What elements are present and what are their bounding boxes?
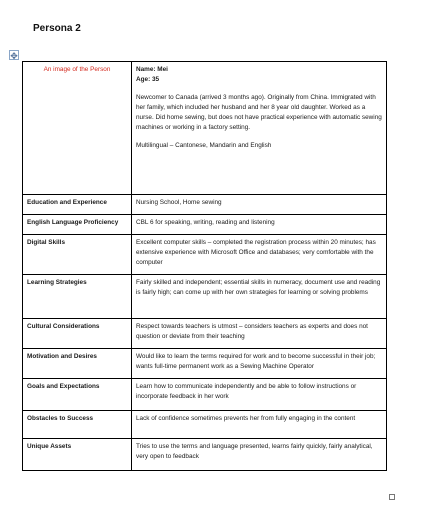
row-value: Tries to use the terms and language presented, learns fairly quickly, fairly analytical, very open to feedback: [132, 439, 387, 471]
row-value: CBL 6 for speaking, writing, reading and listening: [132, 215, 387, 235]
persona-age: Age: 35: [136, 76, 160, 83]
row-label: Obstacles to Success: [23, 411, 132, 439]
table-row: [23, 195, 387, 215]
profile-row: [23, 62, 387, 195]
persona-name: Name: Mei: [136, 66, 168, 73]
row-label: Learning Strategies: [23, 275, 132, 319]
persona-table: [22, 61, 387, 471]
table-row: [23, 215, 387, 235]
table-row: [23, 439, 387, 471]
table-row: [23, 319, 387, 349]
row-label: Motivation and Desires: [23, 349, 132, 379]
row-value: Fairly skilled and independent; essential skills in numeracy, document use and reading is fairly high; can come up with her own strategies for learning or solving problems: [132, 275, 387, 319]
row-label: Unique Assets: [23, 439, 132, 471]
row-value: Learn how to communicate independently and be able to follow instructions or incorporate feedback in her work: [132, 379, 387, 411]
table-row: [23, 235, 387, 275]
row-value: Would like to learn the terms required for work and to become successful in their job; wants full-time permanent work as a Sewing Machine Operator: [132, 349, 387, 379]
row-label: Digital Skills: [23, 235, 132, 275]
row-value: Excellent computer skills – completed the registration process within 20 minutes; has extensive experience with Microsoft Office and databases; very comfortable with the computer: [132, 235, 387, 275]
row-value: Nursing School, Home sewing: [132, 195, 387, 215]
table-row: [23, 349, 387, 379]
row-value: Respect towards teachers is utmost – considers teachers as experts and does not question or deviate from their teaching: [132, 319, 387, 349]
table-resize-handle[interactable]: [389, 494, 395, 500]
row-label: English Language Proficiency: [23, 215, 132, 235]
row-label: Goals and Expectations: [23, 379, 132, 411]
persona-languages: Multilingual – Cantonese, Mandarin and English: [136, 142, 272, 149]
row-value: Lack of confidence sometimes prevents her from fully engaging in the content: [132, 411, 387, 439]
document-title: Persona 2: [33, 23, 81, 34]
table-row: [23, 379, 387, 411]
row-label: Education and Experience: [23, 195, 132, 215]
table-row: [23, 275, 387, 319]
image-placeholder: An image of the Person: [23, 62, 132, 195]
table-move-handle[interactable]: [9, 50, 19, 60]
table-row: [23, 411, 387, 439]
persona-bio: Newcomer to Canada (arrived 3 months ago). Originally from China. Immigrated with her family, which included her husband and her 8 year old daughter. Worked as a nurse. Did home sewing, but does not have practical experience with automatic sewing machines or working in a factory setting.: [136, 94, 382, 131]
row-label: Cultural Considerations: [23, 319, 132, 349]
profile-cell: [132, 62, 387, 195]
move-arrows-icon: ✥: [10, 51, 18, 61]
